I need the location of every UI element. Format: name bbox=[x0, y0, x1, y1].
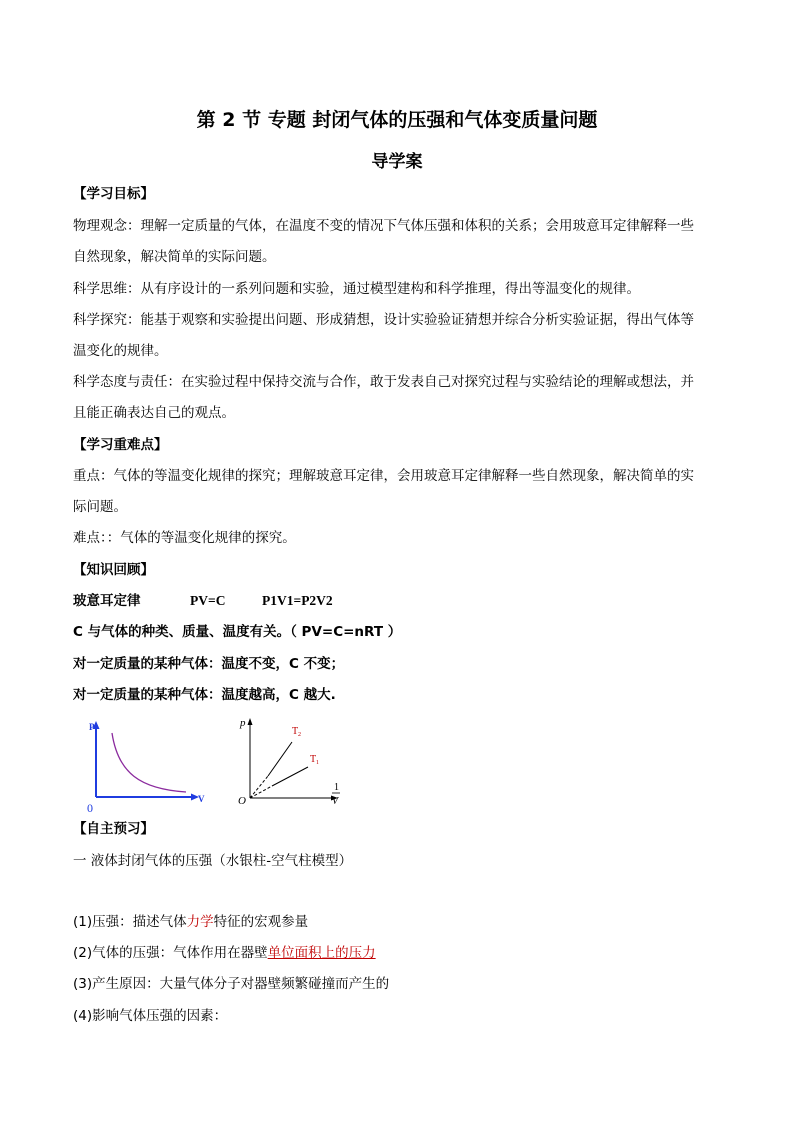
review-line-higher-temp: 对一定质量的某种气体：温度越高，C 越大. bbox=[73, 687, 336, 703]
goals-heading: 【学习目标】 bbox=[73, 186, 154, 202]
preview-item-2 bbox=[73, 943, 376, 963]
preview-item-1-prefix: (1)压强：描述气体 bbox=[73, 914, 187, 930]
t2-line bbox=[268, 742, 292, 776]
t1-line bbox=[272, 767, 308, 786]
goal-scientific-inquiry-line-2: 温变化的规律。 bbox=[73, 343, 168, 359]
pinv-x-label-numerator: 1 bbox=[334, 782, 339, 793]
pv-isotherm-graph bbox=[80, 715, 220, 815]
pv-x-label: V bbox=[198, 794, 205, 804]
key-point-line-1: 重点：气体的等温变化规律的探究；理解玻意耳定律，会用玻意耳定律解释一些自然现象，解决简单的实 bbox=[73, 468, 694, 484]
pv-y-label: P bbox=[89, 722, 95, 732]
preview-item-4: (4)影响气体压强的因素： bbox=[73, 1008, 228, 1024]
preview-item-1 bbox=[73, 912, 308, 932]
review-line-same-temp: 对一定质量的某种气体：温度不变，C 不变； bbox=[73, 656, 345, 672]
formula-p1v1-p2v2: P1V1=P2V2 bbox=[262, 593, 333, 608]
preview-item-2-prefix: (2)气体的压强：气体作用在器壁 bbox=[73, 945, 268, 961]
formula-pv-c: PV=C bbox=[190, 593, 226, 608]
pinv-y-arrow bbox=[248, 718, 253, 725]
goal-physics-concept-line-2: 自然现象，解决简单的实际问题。 bbox=[73, 249, 276, 265]
key-point-line-2: 际问题。 bbox=[73, 499, 127, 515]
goal-scientific-inquiry-line-1: 科学探究：能基于观察和实验提出问题、形成猜想，设计实验验证猜想并综合分析实验证据，得出气体等 bbox=[73, 312, 694, 328]
t1-label: T bbox=[310, 754, 317, 765]
review-heading: 【知识回顾】 bbox=[73, 562, 154, 578]
pinv-origin-label: O bbox=[238, 795, 246, 807]
t1-subscript: 1 bbox=[316, 760, 319, 766]
goal-attitude-line-1: 科学态度与责任：在实验过程中保持交流与合作，敢于发表自己对探究过程与实验结论的理解或想法，并 bbox=[73, 374, 694, 390]
t2-line-dashed bbox=[250, 776, 268, 798]
page-title: 第 2 节 专题 封闭气体的压强和气体变质量问题 bbox=[196, 109, 598, 131]
preview-item-2-keyword: 单位面积上的压力 bbox=[267, 945, 376, 961]
t2-subscript: 2 bbox=[298, 732, 301, 738]
t1-line-dashed bbox=[250, 786, 272, 798]
pv-origin-label: 0 bbox=[87, 801, 93, 815]
goal-attitude-line-2: 且能正确表达自己的观点。 bbox=[73, 405, 235, 421]
boyle-law-name: 玻意耳定律 bbox=[73, 593, 141, 609]
preview-item-3: (3)产生原因：大量气体分子对器壁频繁碰撞而产生的 bbox=[73, 976, 390, 992]
preview-item-1-keyword: 力学 bbox=[186, 914, 214, 930]
pinv-x-label-denominator: V bbox=[332, 796, 339, 807]
preview-item-1-suffix: 特征的宏观参量 bbox=[213, 914, 309, 930]
key-points-heading: 【学习重难点】 bbox=[73, 437, 168, 453]
pinv-y-label: p bbox=[240, 717, 246, 729]
goal-physics-concept-line-1: 物理观念：理解一定质量的气体，在温度不变的情况下气体压强和体积的关系；会用玻意耳定律解释一些 bbox=[73, 218, 694, 234]
pv-isotherm-curve bbox=[112, 733, 186, 792]
t2-label: T bbox=[292, 726, 299, 737]
difficulty-line: 难点：：气体的等温变化规律的探究。 bbox=[73, 530, 296, 546]
preview-heading: 【自主预习】 bbox=[73, 821, 154, 837]
goal-scientific-thinking: 科学思维：从有序设计的一系列问题和实验，通过模型建构和科学推理，得出等温变化的规律。 bbox=[73, 281, 640, 297]
page-subtitle: 导学案 bbox=[371, 152, 423, 172]
review-line-constant: C 与气体的种类、质量、温度有关。（ PV=C=nRT ） bbox=[73, 624, 402, 640]
p-inverse-v-graph bbox=[232, 712, 362, 812]
preview-section-1: 一 液体封闭气体的压强（水银柱-空气柱模型） bbox=[73, 853, 353, 869]
